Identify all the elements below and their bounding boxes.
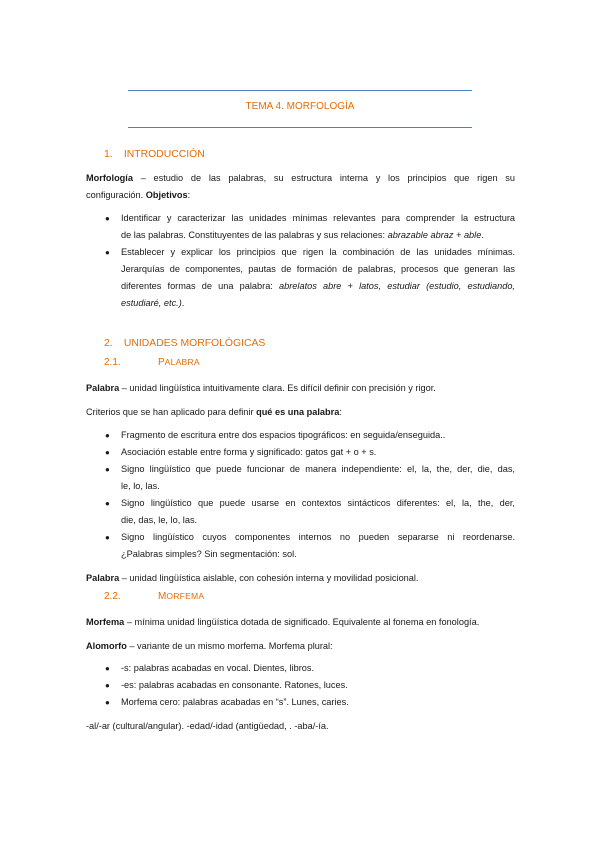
objective-2-example-end: estudiaré, etc.) xyxy=(121,298,182,308)
objective-2-period: . xyxy=(181,298,185,308)
morfologia-def-text2: configuración. xyxy=(86,190,146,200)
morfema-term: Morfema xyxy=(86,617,125,627)
criterio-5-line2: ¿Palabras simples? Sin segmentación: sol. xyxy=(121,549,297,559)
bullet-icon: ● xyxy=(105,698,110,707)
objective-1-line2 xyxy=(121,227,515,244)
section-1-title: INTRODUCCIÓN xyxy=(123,149,205,160)
alomorfo-1: -s: palabras acabadas en vocal. Dientes, libros. xyxy=(121,663,315,673)
criterio-2: Asociación estable entre forma y significado: gatos gat + o + s. xyxy=(121,447,377,457)
title-top-rule xyxy=(128,90,472,91)
bullet-icon: ● xyxy=(105,214,110,223)
subsection-2-2-cap: M xyxy=(158,591,167,602)
morfema-definition xyxy=(86,614,515,631)
subsection-2-1-heading xyxy=(104,357,200,368)
morfologia-definition-line2 xyxy=(86,187,515,204)
objective-1-line1: Identificar y caracterizar las unidades mínimas relevantes para comprender la estructura xyxy=(121,213,515,223)
section-2-heading xyxy=(104,338,265,349)
bullet-icon: ● xyxy=(105,465,110,474)
objective-2-example: abrelatos abre + latos, estudiar (estudio, estudiando, xyxy=(279,281,515,291)
objective-2-line2: Jerarquías de componentes, pautas de formación de palabras, procesos que generan las xyxy=(121,264,515,274)
subsection-2-2-heading xyxy=(104,591,204,602)
bullet-icon: ● xyxy=(105,533,110,542)
criterio-4-line2: die, das, le, lo, las. xyxy=(121,515,198,525)
section-2-number: 2. xyxy=(104,338,113,349)
alomorfo-3: Morfema cero: palabras acabadas en “s”. Lunes, caries. xyxy=(121,697,349,707)
objetivos-colon: : xyxy=(187,190,191,200)
objective-2-text: diferentes formas de una palabra: xyxy=(121,281,280,291)
morfema-def-text: – mínima unidad lingüística dotada de significado. Equivalente al fonema en fonología. xyxy=(124,617,480,627)
palabra-def-2-text: – unidad lingüística aislable, con cohesión interna y movilidad posicional. xyxy=(119,573,419,583)
objective-2-line3 xyxy=(121,278,515,295)
bullet-icon: ● xyxy=(105,499,110,508)
criterios-text: Criterios que se han aplicado para definir xyxy=(86,407,257,417)
palabra-term-2: Palabra xyxy=(86,573,120,583)
document-title: TEMA 4. MORFOLOGÍA xyxy=(245,101,355,112)
morfologia-term: Morfología xyxy=(86,173,133,183)
suffix-examples-line: -al/-ar (cultural/angular). -edad/-idad (antigüedad, . -aba/-ía. xyxy=(86,721,329,731)
criterios-colon: : xyxy=(339,407,342,417)
alomorfo-def-text: – variante de un mismo morfema. Morfema plural: xyxy=(126,641,333,651)
palabra-term: Palabra xyxy=(86,383,120,393)
palabra-def-1-text: – unidad lingüística intuitivamente clara. Es difícil definir con precisión y rigor. xyxy=(119,383,436,393)
subsection-2-2-number: 2.2. xyxy=(104,591,121,602)
bullet-icon: ● xyxy=(105,431,110,440)
criterios-intro xyxy=(86,404,515,421)
bullet-icon: ● xyxy=(105,248,110,257)
subsection-2-1-rest: ALABRA xyxy=(164,357,200,367)
bullet-icon: ● xyxy=(105,448,110,457)
objective-2-line4 xyxy=(121,295,515,312)
bullet-icon: ● xyxy=(105,681,110,690)
palabra-definition-1 xyxy=(86,380,515,397)
subsection-2-1-cap: P xyxy=(158,357,165,368)
criterio-1: Fragmento de escritura entre dos espacios tipográficos: en seguida/enseguida.. xyxy=(121,430,446,440)
subsection-2-2-rest: ORFEMA xyxy=(166,591,205,601)
objective-1-example: abrazable abraz + able xyxy=(387,230,482,240)
section-1-heading xyxy=(104,149,205,160)
subsection-2-1-number: 2.1. xyxy=(104,357,121,368)
criterio-3-line2: le, lo, las. xyxy=(121,481,160,491)
criterio-3-line1: Signo lingüístico que puede funcionar de manera independiente: el, la, the, der, die, das, xyxy=(121,464,515,474)
section-1-number: 1. xyxy=(104,149,113,160)
objective-1-text: de las palabras. Constituyentes de las palabras y sus relaciones: xyxy=(121,230,388,240)
criterios-bold: qué es una palabra xyxy=(256,407,340,417)
alomorfo-definition xyxy=(86,638,515,655)
criterio-4-line1: Signo lingüístico que puede usarse en contextos sintácticos diferentes: el, la, the, der, xyxy=(121,498,515,508)
alomorfo-term: Alomorfo xyxy=(86,641,127,651)
objective-2-line1: Establecer y explicar los principios que rigen la combinación de las unidades mínimas. xyxy=(121,247,515,257)
morfologia-def-text1: – estudio de las palabras, su estructura interna y los principios que rigen su xyxy=(132,173,515,183)
morfologia-definition-line1 xyxy=(86,170,515,187)
palabra-definition-2 xyxy=(86,570,515,587)
alomorfo-2: -es: palabras acabadas en consonante. Ratones, luces. xyxy=(121,680,348,690)
section-2-title: UNIDADES MORFOLÓGICAS xyxy=(123,338,266,349)
title-bottom-rule xyxy=(128,127,472,128)
criterio-5-line1: Signo lingüístico cuyos componentes internos no pueden separarse ni reordenarse. xyxy=(121,532,515,542)
objetivos-label: Objetivos xyxy=(145,190,188,200)
bullet-icon: ● xyxy=(105,664,110,673)
objective-1-period: . xyxy=(481,230,484,240)
